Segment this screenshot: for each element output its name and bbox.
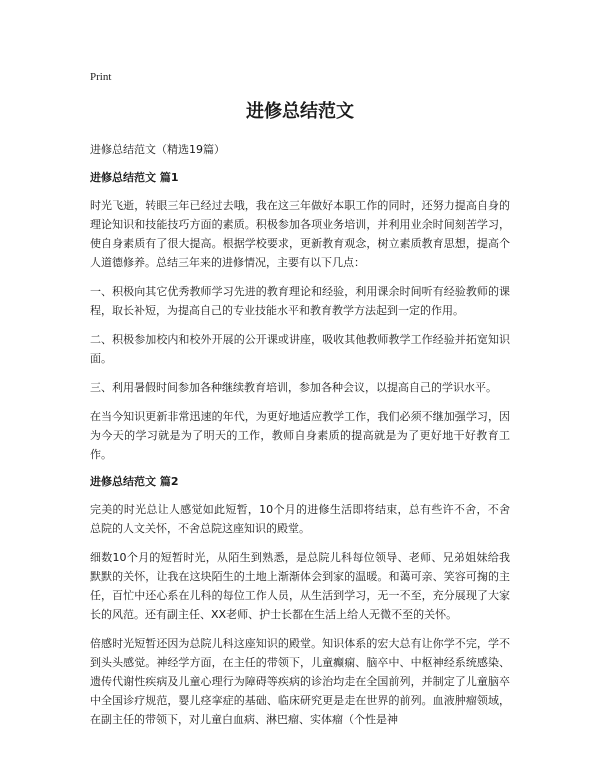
section-2 [90,474,510,729]
paragraph: 在当今知识更新非常迅速的年代，为更好地适应教学工作，我们必须不继加强学习，因为今天的学习就是为了明天的工作，教师自身素质的提高就是为了更好地干好教育工作。 [90,410,510,461]
paragraph: 完美的时光总让人感觉如此短暂，10个月的进修生活即将结束，总有些许不舍，不舍总院的人文关怀，不舍总院这座知识的殿堂。 [90,503,510,535]
paragraph: 一、积极向其它优秀教师学习先进的教育理论和经验，利用课余时间听有经验教师的课程，取长补短，为提高自己的专业技能水平和教育教学方法起到一定的作用。 [90,285,510,317]
paragraph: 倍感时光短暂还因为总院儿科这座知识的殿堂。知识体系的宏大总有让你学不完，学不到头头感觉。神经学方面，在主任的带领下，儿童癫痫、脑卒中、中枢神经系统感染、遗传代谢性疾病及儿童心理行为障碍等疾病的诊治均走在全国前列，并制定了儿童脑卒中全国诊疗规范，婴儿痉挛症的基础、临床研究更是走在世界的前列。血液肿瘤领域，在副主任的带领下，对儿童白血病、淋巴瘤、实体瘤（个性是神 [90,637,510,726]
section-1 [90,170,510,464]
paragraph: 二、积极参加校内和校外开展的公开课或讲座，吸收其他教师教学工作经验并拓宽知识面。 [90,333,510,365]
paragraph: 时光飞逝，转眼三年已经过去哦，我在这三年做好本职工作的同时，还努力提高自身的理论知识和技能技巧方面的素质。积极参加各项业务培训，并利用业余时间刻苦学习，使自身素质有了很大提高。根据学校要求，更新教育观念，树立素质教育思想，提高个人道德修养。总结三年来的进修情况，主要有以下几点： [90,199,510,269]
paragraph: 三、利用暑假时间参加各种继续教育培训，参加各种会议，以提高自己的学识水平。 [90,381,497,394]
section-heading: 进修总结范文 篇1 [90,171,179,184]
document-title: 进修总结范文 [246,101,354,122]
document-subtitle: 进修总结范文（精选19篇） [90,143,225,156]
print-label: Print [90,71,112,83]
section-heading: 进修总结范文 篇2 [90,475,179,488]
paragraph: 细数10个月的短暂时光，从陌生到熟悉，是总院儿科每位领导、老师、兄弟姐妹给我默默的关怀，让我在这块陌生的土地上渐渐体会到家的温暖。和蔼可亲、笑容可掬的主任，百忙中还心系在儿科的每位工作人员，从生活到学习，无一不至，充分展现了大家长的风范。还有副主任、XX老师、护士长都在生活上给人无微不至的关怀。 [90,551,510,621]
